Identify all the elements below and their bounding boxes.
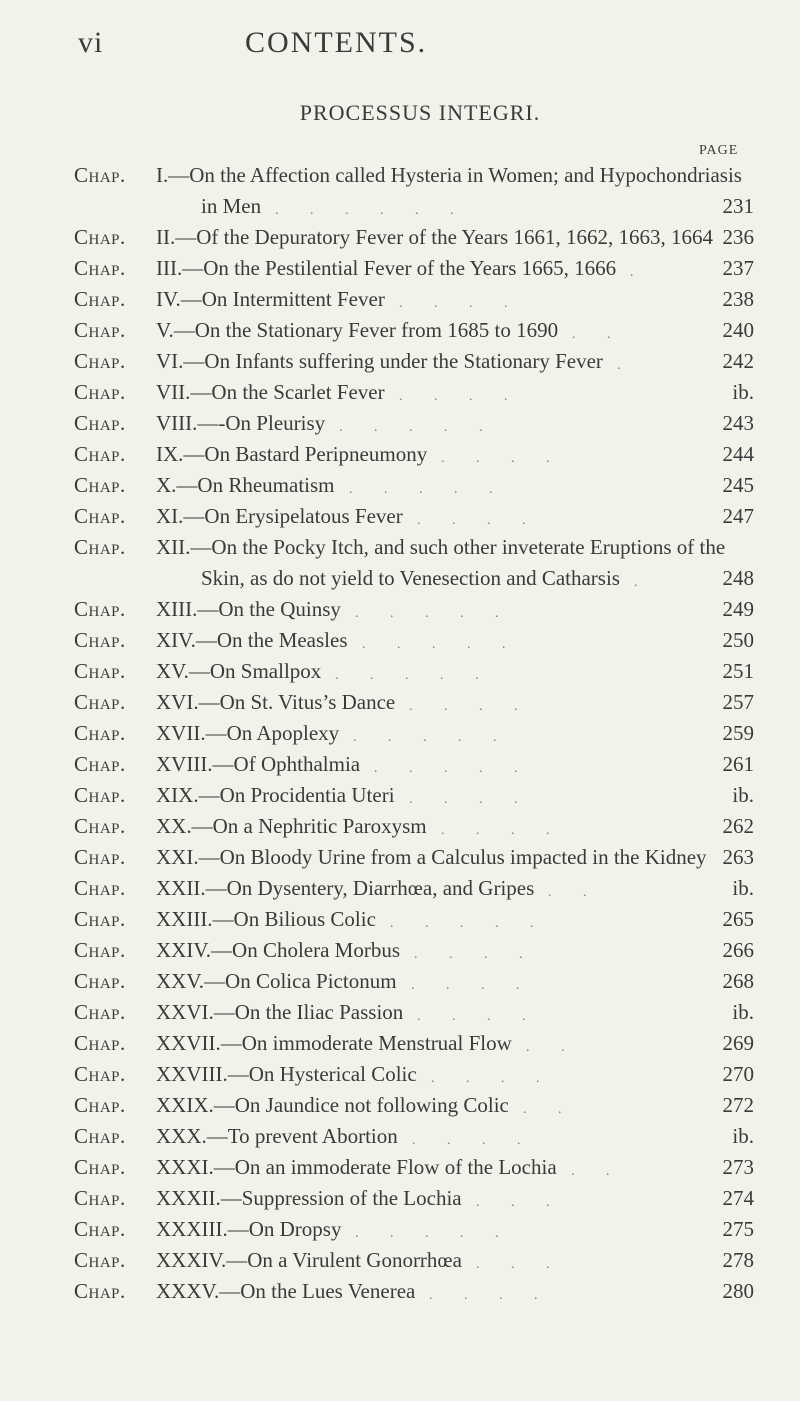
leader-dots: . . . . <box>411 978 534 993</box>
page-reference: 250 <box>722 628 754 652</box>
leader-dots: . . . . <box>399 389 522 404</box>
leader-dots: . . . . <box>441 451 564 466</box>
page-reference: ib. <box>732 876 754 900</box>
leader-dots: . . <box>526 1040 579 1055</box>
toc-entry <box>74 439 754 470</box>
chapter-label: Chap. <box>74 1062 126 1086</box>
leader-dots: . . . . <box>414 947 537 962</box>
chapter-label: Chap. <box>74 1217 126 1241</box>
chapter-title: XXVIII.—On Hysterical Colic <box>156 1062 417 1086</box>
page-reference: 247 <box>722 504 754 528</box>
table-of-contents <box>74 160 754 1307</box>
toc-entry <box>74 1152 754 1183</box>
chapter-title: XXXIV.—On a Virulent Gonorrhœa <box>156 1248 462 1272</box>
leader-dots: . . <box>572 327 625 342</box>
leader-dots: . . . . <box>412 1133 535 1148</box>
chapter-label: Chap. <box>74 1031 126 1055</box>
toc-entry <box>74 997 754 1028</box>
page-reference: 240 <box>722 318 754 342</box>
chapter-label: Chap. <box>74 845 126 869</box>
page-reference: 244 <box>722 442 754 466</box>
chapter-title: XXXII.—Suppression of the Lochia <box>156 1186 462 1210</box>
chapter-label: Chap. <box>74 256 126 280</box>
chapter-label: Chap. <box>74 814 126 838</box>
toc-entry <box>74 1183 754 1214</box>
chapter-title: XXIII.—On Bilious Colic <box>156 907 376 931</box>
toc-entry <box>74 842 754 873</box>
page-reference: 236 <box>722 225 754 249</box>
page-reference: 275 <box>722 1217 754 1241</box>
leader-dots: . . . . <box>409 792 532 807</box>
chapter-label: Chap. <box>74 907 126 931</box>
leader-dots: . . . . . <box>374 761 532 776</box>
page-reference: 249 <box>722 597 754 621</box>
leader-dots: . . . . <box>417 513 540 528</box>
chapter-title-continuation: Skin, as do not yield to Venesection and Catharsis <box>201 566 620 590</box>
toc-entry <box>74 687 754 718</box>
leader-dots: . . . . <box>429 1288 552 1303</box>
leader-dots: . . . . . <box>355 1226 513 1241</box>
leader-dots: . . . <box>476 1195 564 1210</box>
chapter-title: X.—On Rheumatism <box>156 473 335 497</box>
chapter-title: II.—Of the Depuratory Fever of the Years 1661, 1662, 1663, 1664 <box>156 225 713 249</box>
chapter-title: XX.—On a Nephritic Paroxysm <box>156 814 427 838</box>
chapter-label: Chap. <box>74 535 126 559</box>
leader-dots: . <box>634 575 652 590</box>
toc-entry <box>74 1090 754 1121</box>
chapter-label: Chap. <box>74 1000 126 1024</box>
leader-dots: . . . . . <box>390 916 548 931</box>
chapter-title: VIII.—-On Pleurisy <box>156 411 326 435</box>
toc-entry <box>74 284 754 315</box>
chapter-title: XI.—On Erysipelatous Fever <box>156 504 403 528</box>
chapter-label: Chap. <box>74 318 126 342</box>
toc-entry <box>74 377 754 408</box>
chapter-title: XII.—On the Pocky Itch, and such other inveterate Eruptions of the <box>156 535 726 559</box>
chapter-title: III.—On the Pestilential Fever of the Years 1665, 1666 <box>156 256 617 280</box>
chapter-label: Chap. <box>74 1248 126 1272</box>
toc-entry <box>74 1214 754 1245</box>
chapter-label: Chap. <box>74 442 126 466</box>
chapter-title: V.—On the Stationary Fever from 1685 to 1690 <box>156 318 559 342</box>
toc-entry <box>74 1028 754 1059</box>
page-reference: 266 <box>722 938 754 962</box>
leader-dots: . . . . <box>417 1009 540 1024</box>
leader-dots: . <box>630 265 648 280</box>
chapter-label: Chap. <box>74 504 126 528</box>
chapter-label: Chap. <box>74 1093 126 1117</box>
page-reference: 278 <box>722 1248 754 1272</box>
toc-entry <box>74 935 754 966</box>
leader-dots: . . . . <box>431 1071 554 1086</box>
page-reference: 237 <box>722 256 754 280</box>
toc-entry <box>74 470 754 501</box>
chapter-title: XXVII.—On immoderate Menstrual Flow <box>156 1031 512 1055</box>
leader-dots: . . . . . <box>355 606 513 621</box>
toc-entry <box>74 501 754 532</box>
leader-dots: . . <box>523 1102 576 1117</box>
chapter-label: Chap. <box>74 597 126 621</box>
toc-entry <box>74 904 754 935</box>
chapter-title-continuation: in Men <box>201 194 262 218</box>
toc-entry <box>74 315 754 346</box>
page-reference: 243 <box>722 411 754 435</box>
leader-dots: . . . . . <box>339 420 497 435</box>
chapter-label: Chap. <box>74 1124 126 1148</box>
chapter-label: Chap. <box>74 287 126 311</box>
toc-entry <box>74 1121 754 1152</box>
page-reference: 257 <box>722 690 754 714</box>
chapter-label: Chap. <box>74 783 126 807</box>
chapter-label: Chap. <box>74 349 126 373</box>
page-reference: 238 <box>722 287 754 311</box>
toc-entry <box>74 408 754 439</box>
toc-entry <box>74 532 754 594</box>
page-reference: 248 <box>722 566 754 590</box>
chapter-label: Chap. <box>74 1155 126 1179</box>
chapter-title: IV.—On Intermittent Fever <box>156 287 385 311</box>
chapter-label: Chap. <box>74 163 126 187</box>
page-reference: 242 <box>722 349 754 373</box>
toc-entry <box>74 656 754 687</box>
chapter-title: XVI.—On St. Vitus’s Dance <box>156 690 396 714</box>
chapter-title: XXIX.—On Jaundice not following Colic <box>156 1093 509 1117</box>
chapter-label: Chap. <box>74 752 126 776</box>
leader-dots: . . . . <box>399 296 522 311</box>
toc-entry <box>74 718 754 749</box>
page-reference: ib. <box>732 783 754 807</box>
leader-dots: . . . <box>476 1257 564 1272</box>
chapter-title: XXXIII.—On Dropsy <box>156 1217 342 1241</box>
page-number: vi <box>78 26 104 59</box>
chapter-title: VII.—On the Scarlet Fever <box>156 380 385 404</box>
toc-entry <box>74 346 754 377</box>
page-reference: 268 <box>722 969 754 993</box>
chapter-label: Chap. <box>74 380 126 404</box>
page-reference: 280 <box>722 1279 754 1303</box>
chapter-title: VI.—On Infants suffering under the Stationary Fever <box>156 349 603 373</box>
page-reference: ib. <box>732 380 754 404</box>
chapter-label: Chap. <box>74 473 126 497</box>
toc-entry <box>74 594 754 625</box>
toc-entry <box>74 222 754 253</box>
leader-dots: . . . . <box>409 699 532 714</box>
leader-dots: . . <box>571 1164 624 1179</box>
page-reference: ib. <box>732 1000 754 1024</box>
leader-dots: . . . . . <box>362 637 520 652</box>
page-reference: 265 <box>722 907 754 931</box>
toc-entry <box>74 749 754 780</box>
page-reference: 274 <box>722 1186 754 1210</box>
chapter-title: XXI.—On Bloody Urine from a Calculus impacted in the Kidney <box>156 845 707 869</box>
page-reference: 259 <box>722 721 754 745</box>
toc-entry <box>74 811 754 842</box>
chapter-label: Chap. <box>74 969 126 993</box>
chapter-title: I.—On the Affection called Hysteria in Women; and Hypochondriasis <box>156 163 742 187</box>
chapter-title: IX.—On Bastard Peripneumony <box>156 442 428 466</box>
chapter-title: XIII.—On the Quinsy <box>156 597 341 621</box>
toc-entry <box>74 966 754 997</box>
chapter-label: Chap. <box>74 938 126 962</box>
page-reference: 262 <box>722 814 754 838</box>
page-reference: 269 <box>722 1031 754 1055</box>
chapter-label: Chap. <box>74 628 126 652</box>
chapter-label: Chap. <box>74 690 126 714</box>
running-title: CONTENTS. <box>245 26 428 59</box>
chapter-label: Chap. <box>74 659 126 683</box>
chapter-title: XXII.—On Dysentery, Diarrhœa, and Gripes <box>156 876 535 900</box>
chapter-label: Chap. <box>74 876 126 900</box>
chapter-title: XIV.—On the Measles <box>156 628 348 652</box>
leader-dots: . . . . <box>441 823 564 838</box>
page-reference: 270 <box>722 1062 754 1086</box>
page-reference: ib. <box>732 1124 754 1148</box>
toc-entry <box>74 1245 754 1276</box>
toc-entry <box>74 780 754 811</box>
page-reference: 273 <box>722 1155 754 1179</box>
leader-dots: . . . . . <box>349 482 507 497</box>
chapter-title: XXV.—On Colica Pictonum <box>156 969 397 993</box>
chapter-title: XVIII.—Of Ophthalmia <box>156 752 361 776</box>
page-reference: 245 <box>722 473 754 497</box>
chapter-title: XXX.—To prevent Abortion <box>156 1124 398 1148</box>
toc-entry <box>74 1276 754 1307</box>
section-title: PROCESSUS INTEGRI. <box>299 100 541 125</box>
leader-dots: . <box>617 358 635 373</box>
page-reference: 251 <box>722 659 754 683</box>
toc-entry <box>74 160 754 222</box>
chapter-title: XIX.—On Procidentia Uteri <box>156 783 395 807</box>
leader-dots: . . . . . <box>335 668 493 683</box>
toc-entry <box>74 1059 754 1090</box>
toc-entry <box>74 253 754 284</box>
page-reference: 261 <box>722 752 754 776</box>
chapter-label: Chap. <box>74 721 126 745</box>
chapter-label: Chap. <box>74 225 126 249</box>
chapter-title: XXVI.—On the Iliac Passion <box>156 1000 404 1024</box>
chapter-title: XXXI.—On an immoderate Flow of the Lochia <box>156 1155 557 1179</box>
chapter-label: Chap. <box>74 1186 126 1210</box>
page-reference: 272 <box>722 1093 754 1117</box>
leader-dots: . . <box>548 885 601 900</box>
toc-entry <box>74 873 754 904</box>
page-reference: 231 <box>722 194 754 218</box>
chapter-title: XVII.—On Apoplexy <box>156 721 340 745</box>
leader-dots: . . . . . <box>353 730 511 745</box>
page-header <box>0 26 800 66</box>
page-reference: 263 <box>722 845 754 869</box>
chapter-title: XXIV.—On Cholera Morbus <box>156 938 401 962</box>
chapter-title: XXXV.—On the Lues Venerea <box>156 1279 416 1303</box>
page-column-heading: PAGE <box>699 143 739 158</box>
chapter-title: XV.—On Smallpox <box>156 659 322 683</box>
chapter-label: Chap. <box>74 1279 126 1303</box>
chapter-label: Chap. <box>74 411 126 435</box>
leader-dots: . . . . . . <box>275 203 468 218</box>
toc-entry <box>74 625 754 656</box>
